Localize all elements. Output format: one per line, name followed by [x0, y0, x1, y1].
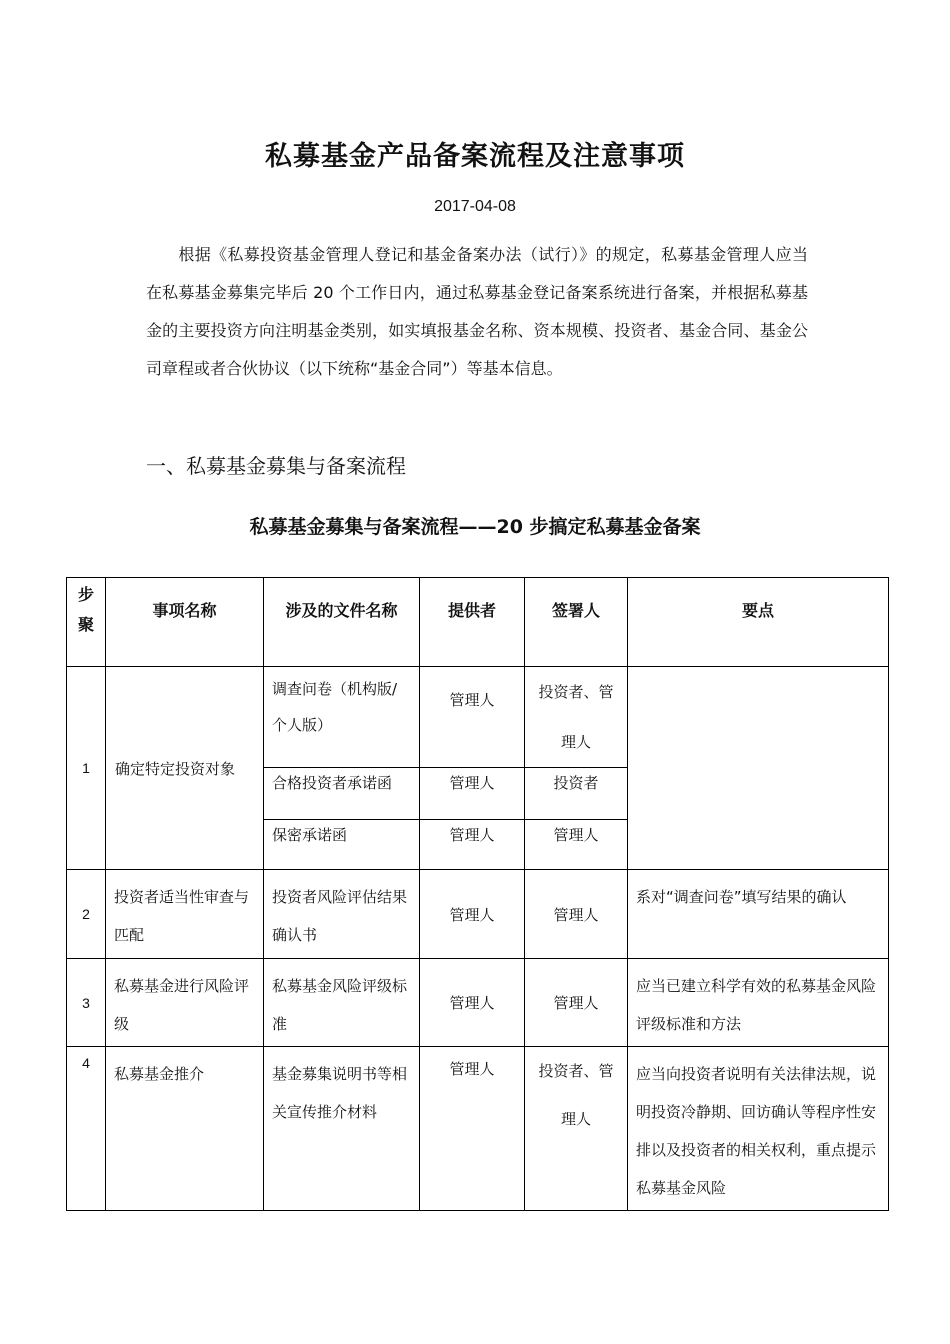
table-row: [67, 959, 889, 1047]
row1-sub2-provider: 管理人: [420, 768, 525, 820]
row2-file: 投资者风险评估结果确认书: [264, 870, 420, 959]
header-points: 要点: [628, 578, 889, 667]
row1-points: [628, 667, 889, 870]
row3-signer: 管理人: [525, 959, 628, 1047]
row4-item: 私募基金推介: [106, 1047, 264, 1211]
row1-sub1-file: 调查问卷（机构版/个人版）: [264, 667, 420, 768]
table-header-row: [67, 578, 889, 667]
row2-step: 2: [67, 870, 106, 959]
row1-sub2-file: 合格投资者承诺函: [264, 768, 420, 820]
row4-file: 基金募集说明书等相关宣传推介材料: [264, 1047, 420, 1211]
table-row: [67, 1047, 889, 1211]
intro-text: 根据《私募投资基金管理人登记和基金备案办法（试行）》的规定，私募基金管理人应当在私募基金募集完毕后 20 个工作日内，通过私募基金登记备案系统进行备案，并根据私募基金的主要投资方向注明基金类别，如实填报基金名称、资本规模、投资者、基金合同、基金公司章程或者合伙协议（以下统称“基金合同”）等基本信息。: [146, 245, 808, 378]
row2-points: 系对“调查问卷”填写结果的确认: [628, 870, 889, 959]
flow-table: [66, 577, 889, 1211]
row3-file: 私募基金风险评级标准: [264, 959, 420, 1047]
row2-signer: 管理人: [525, 870, 628, 959]
row4-signer: 投资者、管理人: [525, 1047, 628, 1211]
row1-step: 1: [67, 667, 106, 870]
section-heading: 一、私募基金募集与备案流程: [146, 454, 406, 478]
row3-step: 3: [67, 959, 106, 1047]
row1-sub1-provider: 管理人: [420, 667, 525, 768]
intro-paragraph: [146, 236, 808, 388]
header-files: 涉及的文件名称: [264, 578, 420, 667]
row3-provider: 管理人: [420, 959, 525, 1047]
document-title: 私募基金产品备案流程及注意事项: [265, 141, 685, 172]
header-step: 步聚: [67, 578, 106, 667]
row2-provider: 管理人: [420, 870, 525, 959]
header-item: 事项名称: [106, 578, 264, 667]
header-provider: 提供者: [420, 578, 525, 667]
row3-item: 私募基金进行风险评级: [106, 959, 264, 1047]
row1-sub1-signer: 投资者、管理人: [525, 667, 628, 768]
row3-points: 应当已建立科学有效的私募基金风险评级标准和方法: [628, 959, 889, 1047]
table-row: [67, 870, 889, 959]
row1-sub3-signer: 管理人: [525, 820, 628, 870]
table-row: [67, 667, 889, 768]
row4-step: 4: [67, 1047, 106, 1211]
header-signer: 签署人: [525, 578, 628, 667]
row1-sub3-provider: 管理人: [420, 820, 525, 870]
row1-sub3-file: 保密承诺函: [264, 820, 420, 870]
row1-item: 确定特定投资对象: [106, 667, 264, 870]
row2-item: 投资者适当性审查与匹配: [106, 870, 264, 959]
document-date: 2017-04-08: [434, 198, 516, 215]
row4-provider: 管理人: [420, 1047, 525, 1211]
row4-points: 应当向投资者说明有关法律法规，说明投资冷静期、回访确认等程序性安排以及投资者的相关权利，重点提示私募基金风险: [628, 1047, 889, 1211]
row1-sub2-signer: 投资者: [525, 768, 628, 820]
table-title: 私募基金募集与备案流程——20 步搞定私募基金备案: [249, 516, 701, 538]
